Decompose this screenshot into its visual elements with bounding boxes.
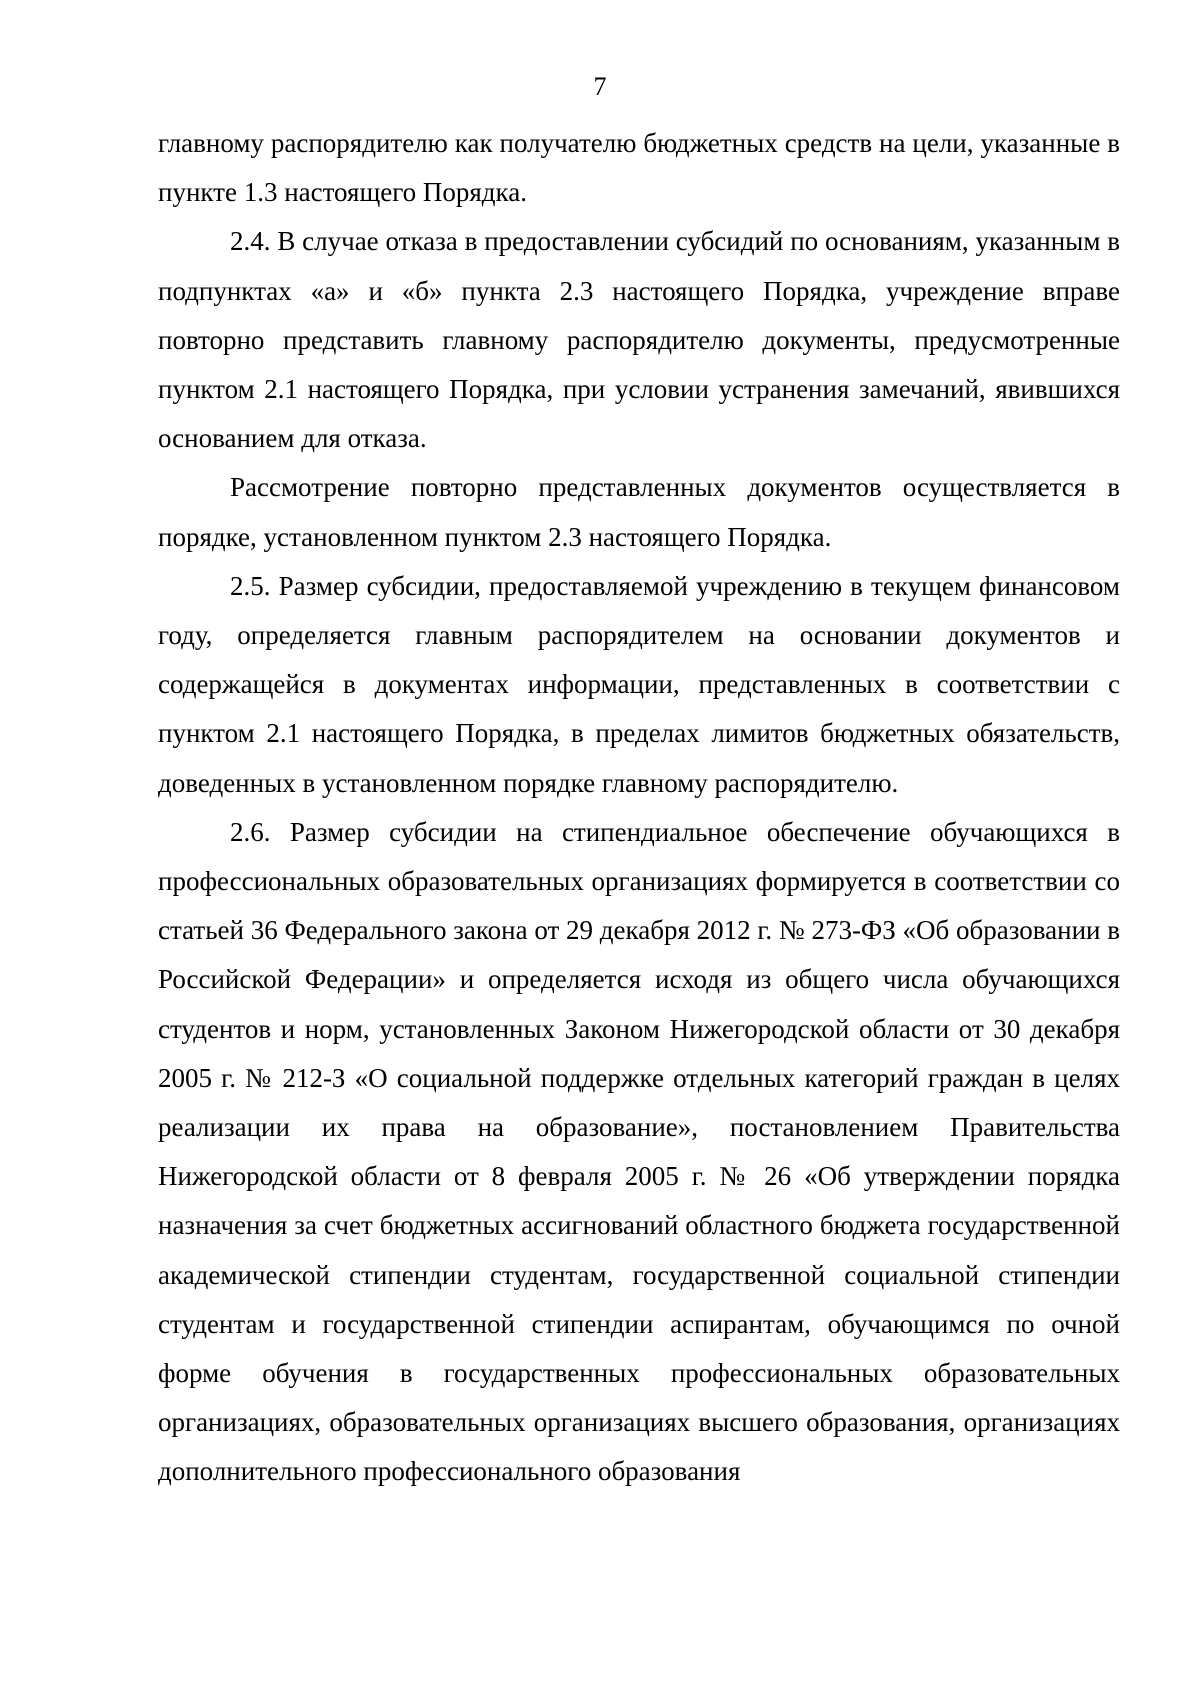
paragraph-continuation: главному распорядителю как получателю бюджетных средств на цели, указанные в пункте 1.3 настоящего Порядка.	[158, 128, 1120, 208]
paragraph-review-resubmitted: Рассмотрение повторно представленных документов осуществляется в порядке, установленном пунктом 2.3 настоящего Порядка.	[158, 472, 1120, 552]
paragraph-2-6: 2.6. Размер субсидии на стипендиальное обеспечение обучающихся в профессиональных образовательных организациях формируется в соответствии со статьей 36 Федерального закона от 29 декабря 2012 г. № 273-ФЗ «Об образовании в Российской Федерации» и определяется исходя из общего числа обучающихся студентов и норм, установленных Законом Нижегородской области от 30 декабря 2005 г. № 212-З «О социальной поддержке отдельных категорий граждан в целях реализации их права на образование», постановлением Правительства Нижегородской области от 8 февраля 2005 г. № 26 «Об утверждении порядка назначения за счет бюджетных ассигнований областного бюджета государственной академической стипендии студентам, государственной социальной стипендии студентам и государственной стипендии аспирантам, обучающимся по очной форме обучения в государственных профессиональных образовательных организациях, образовательных организациях высшего образования, организациях дополнительного профессионального образования	[158, 816, 1120, 1487]
paragraph-2-5: 2.5. Размер субсидии, предоставляемой учреждению в текущем финансовом году, определяется главным распорядителем на основании документов и содержащейся в документах информации, представленных в соответствии с пунктом 2.1 настоящего Порядка, в пределах лимитов бюджетных обязательств, доведенных в установленном порядке главному распорядителю.	[158, 570, 1120, 798]
document-body	[158, 119, 1120, 1497]
page-number: 7	[593, 72, 607, 101]
paragraph-2-4: 2.4. В случае отказа в предоставлении субсидий по основаниям, указанным в подпунктах «а» и «б» пункта 2.3 настоящего Порядка, учреждение вправе повторно представить главному распорядителю документы, предусмотренные пунктом 2.1 настоящего Порядка, при условии устранения замечаний, явившихся основанием для отказа.	[158, 226, 1120, 454]
